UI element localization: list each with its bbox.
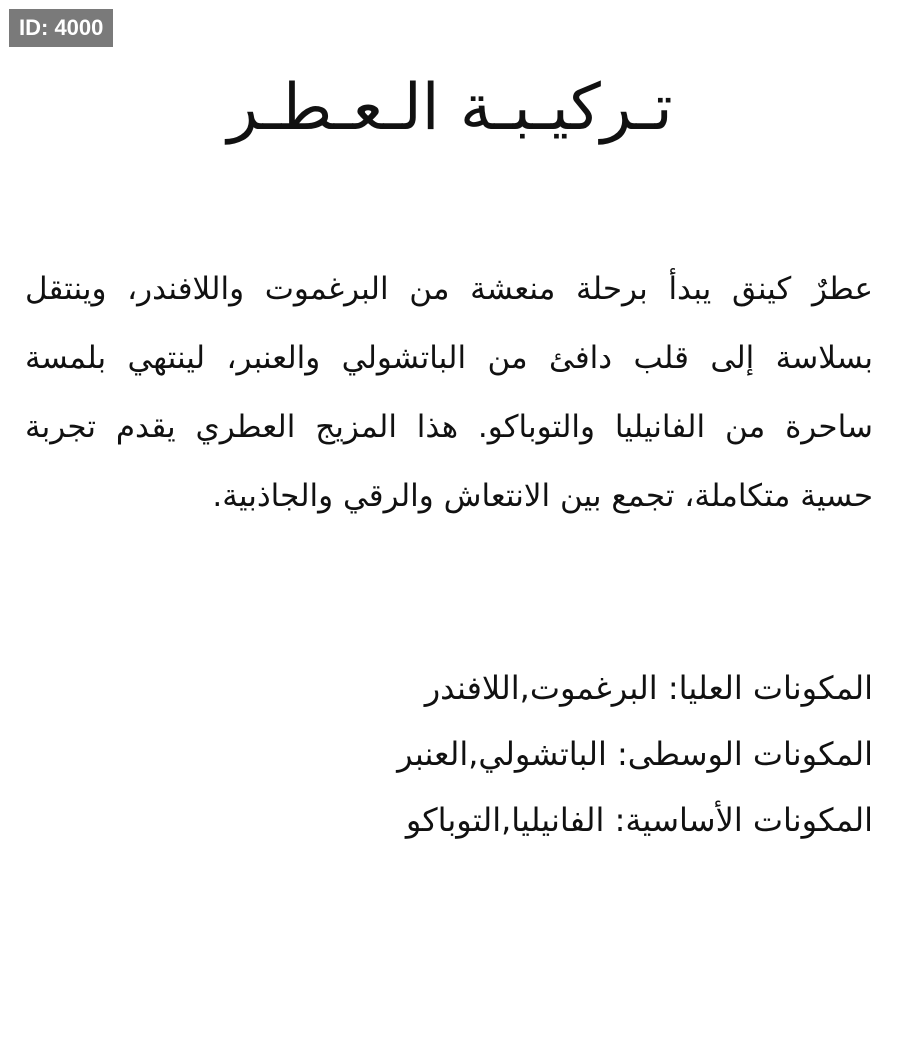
- notes-list: [25, 655, 873, 853]
- top-notes-line: المكونات العليا: البرغموت,اللافندر: [424, 669, 873, 707]
- id-badge: ID: 4000: [9, 9, 113, 47]
- page-title: تـركيـبـة الـعـطـر: [227, 71, 673, 145]
- perfume-description: عطرٌ كينق يبدأ برحلة منعشة من البرغموت واللافندر، وينتقل بسلاسة إلى قلب دافئ من الباتشولي والعنبر، لينتهي بلمسة ساحرة من الفانيليا والتوباكو. هذا المزيج العطري يقدم تجربة حسية متكاملة، تجمع بين الانتعاش والرقي والجاذبية.: [25, 271, 873, 514]
- middle-notes-line: المكونات الوسطى: الباتشولي,العنبر: [397, 735, 873, 773]
- base-notes-line: المكونات الأساسية: الفانيليا,التوباكو: [405, 801, 873, 839]
